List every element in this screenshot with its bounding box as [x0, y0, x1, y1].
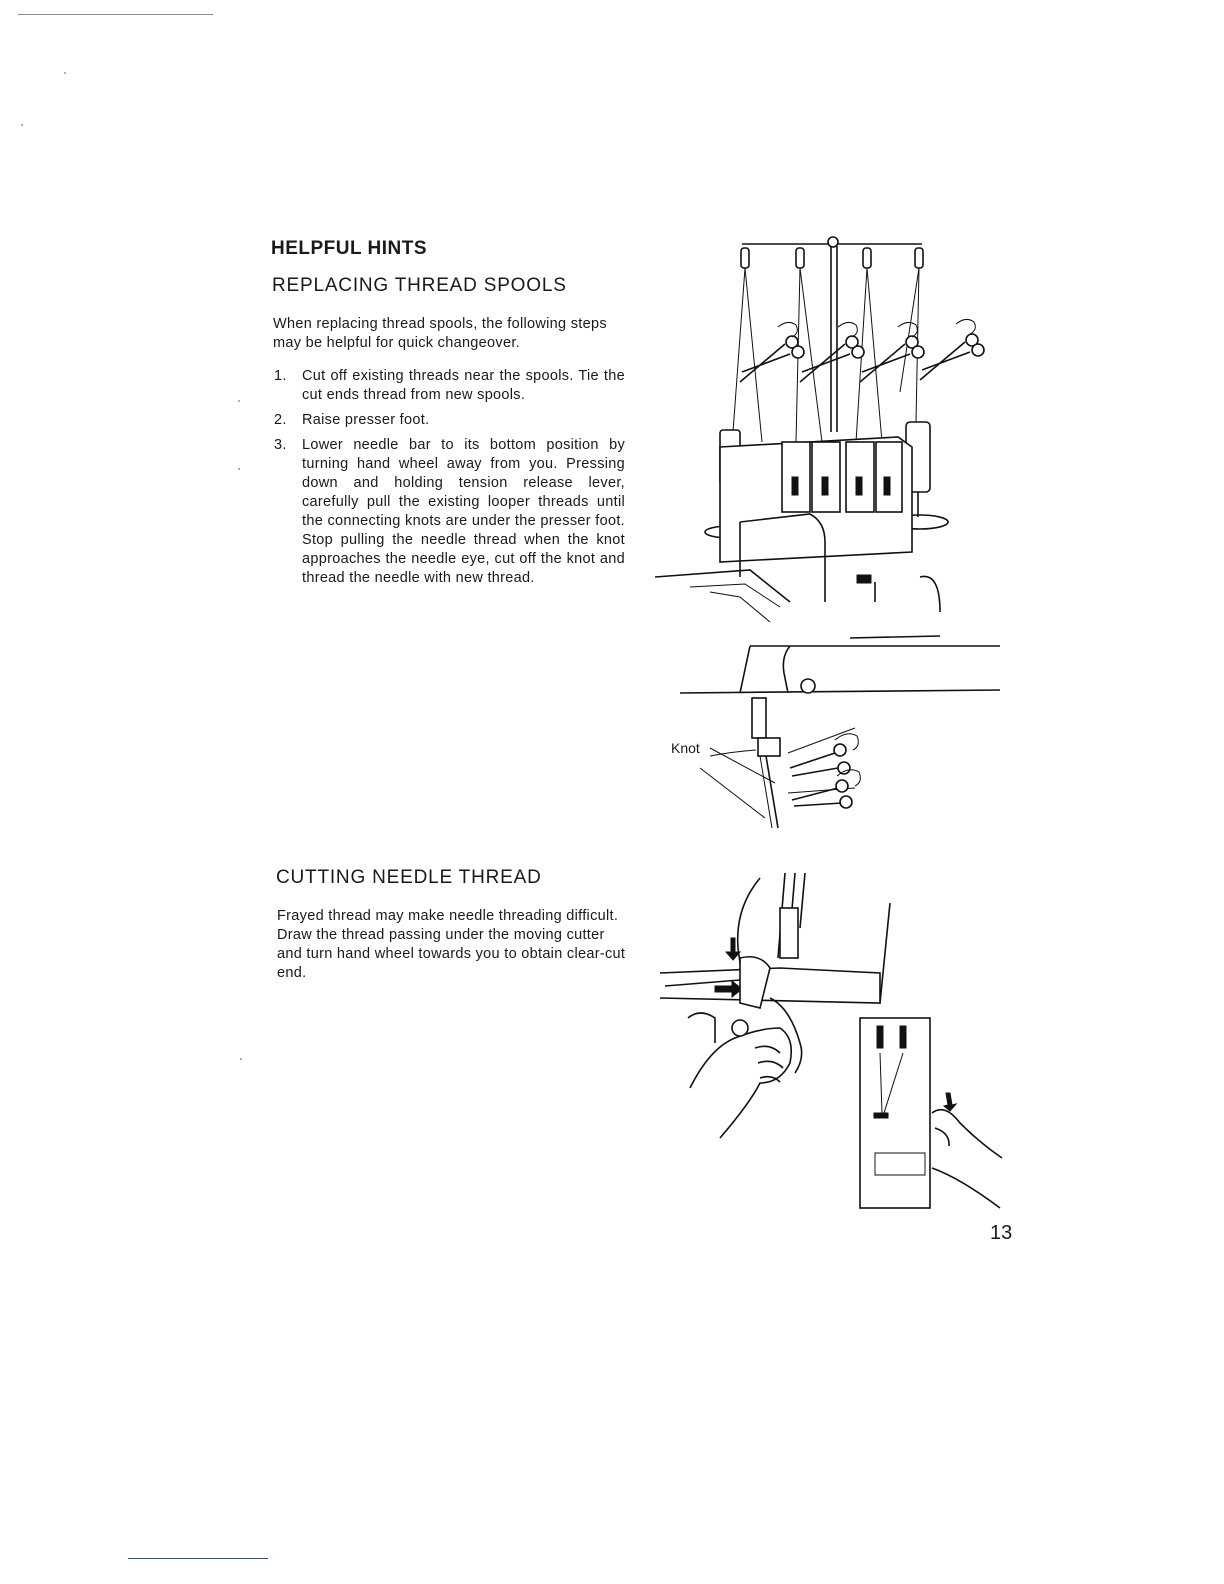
- replacing-spools-heading: REPLACING THREAD SPOOLS: [272, 275, 567, 296]
- step-item: [273, 367, 625, 405]
- cutting-thread-illustration: [660, 868, 1010, 1213]
- step-text: Lower needle bar to its bottom position by turning hand wheel away from you. Pressing down and holding tension release lever, carefully pull the existing looper threads until the connecting knots are under the presser foot. Stop pulling the needle thread when the knot approaches the needle eye, cut off the knot and thread the needle with new thread.: [302, 437, 625, 586]
- steps-list: [273, 367, 625, 594]
- scan-edge-line: [18, 14, 213, 15]
- knot-label: Knot: [671, 740, 700, 756]
- serger-spools-illustration: [650, 232, 1010, 632]
- right-arrow-icon: [715, 981, 742, 997]
- step-number: 1.: [274, 368, 287, 384]
- scan-speck: [21, 124, 23, 126]
- step-item: [273, 411, 625, 430]
- step-text: Raise presser foot.: [302, 412, 430, 428]
- cutting-thread-heading: CUTTING NEEDLE THREAD: [276, 867, 542, 888]
- scan-speck: [238, 468, 240, 470]
- step-number: 2.: [274, 412, 287, 428]
- scan-edge-line: [128, 1558, 268, 1559]
- cutting-thread-text: Frayed thread may make needle threading difficult. Draw the thread passing under the moving cutter and turn hand wheel towards you to obtain clear-cut end.: [277, 908, 626, 981]
- knot-detail-illustration: [660, 628, 1005, 843]
- replacing-intro: When replacing thread spools, the following steps may be helpful for quick changeover.: [273, 316, 607, 351]
- page-number: 13: [990, 1222, 1013, 1244]
- scan-speck: [64, 72, 66, 74]
- section-title: HELPFUL HINTS: [271, 238, 428, 259]
- step-text: Cut off existing threads near the spools. Tie the cut ends thread from new spools.: [302, 368, 625, 403]
- down-arrow-icon: [944, 1093, 956, 1111]
- scan-speck: [240, 1058, 242, 1060]
- scissors-icon: [790, 744, 852, 808]
- step-item: [273, 436, 625, 588]
- step-number: 3.: [274, 437, 287, 453]
- scan-speck: [238, 400, 240, 402]
